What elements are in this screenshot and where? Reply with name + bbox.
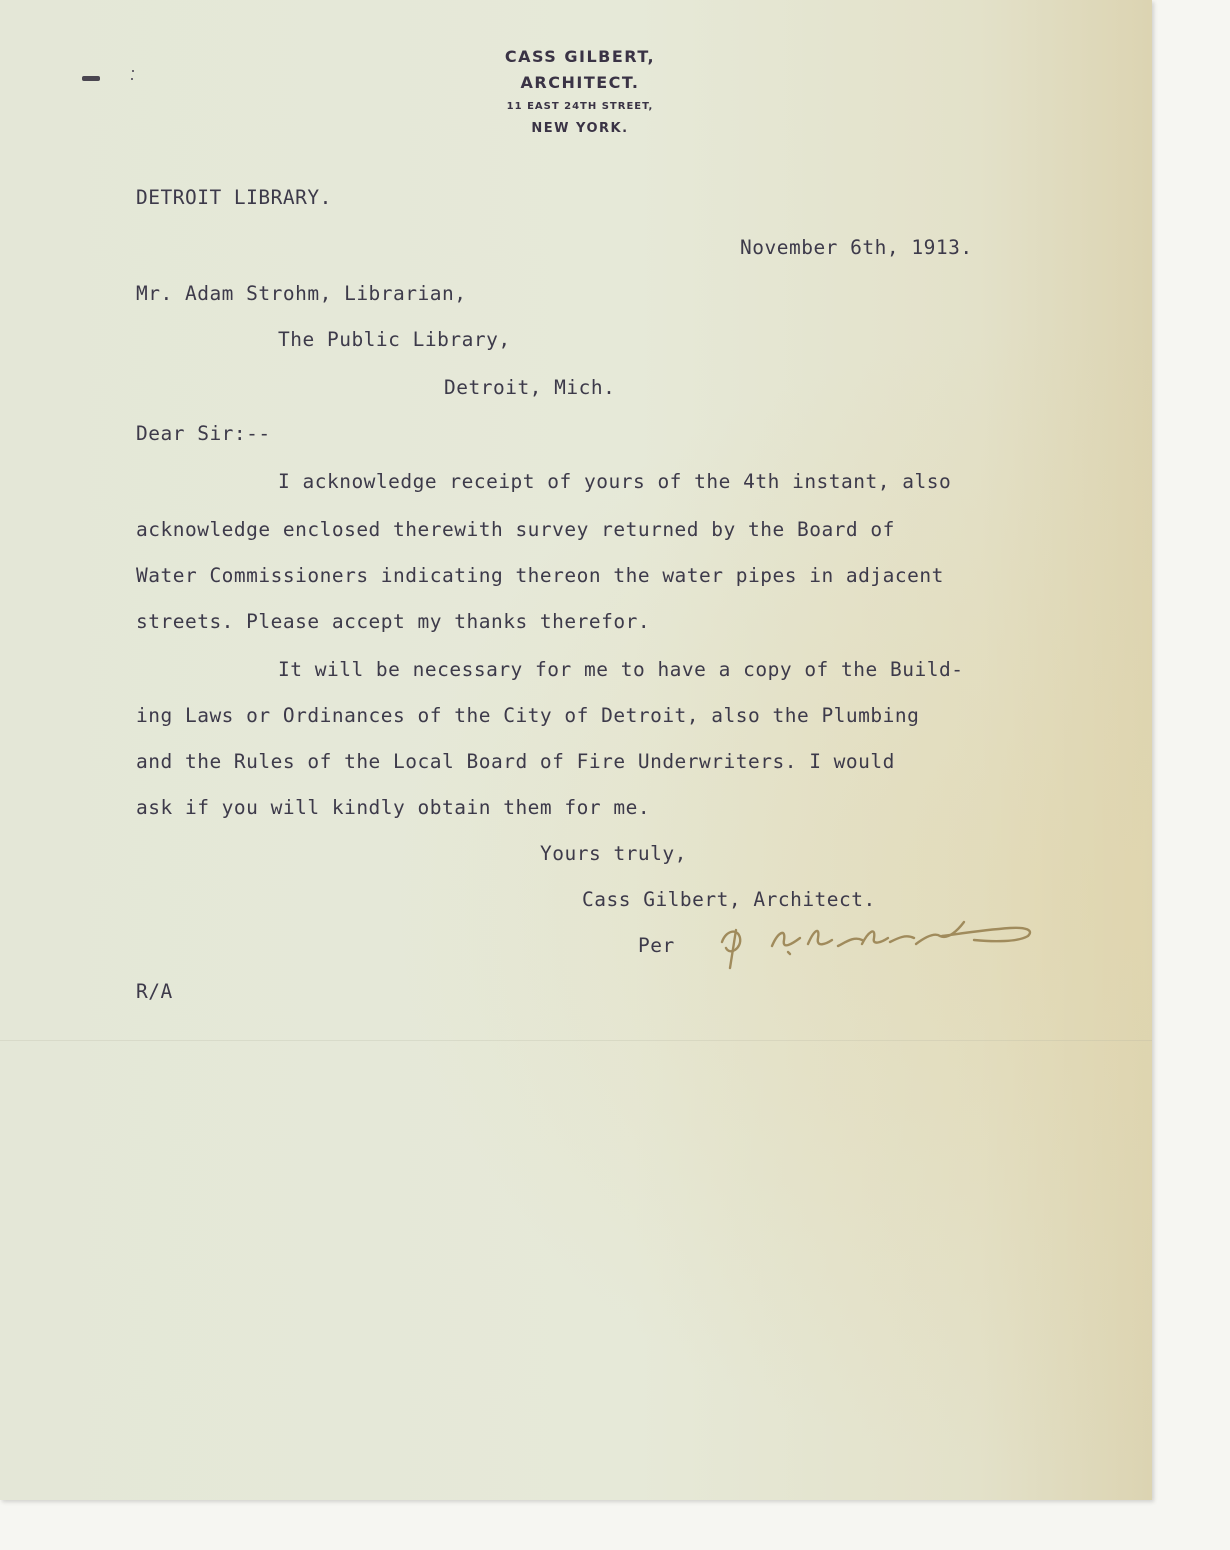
ink-speck-mark bbox=[82, 76, 100, 81]
handwritten-signature bbox=[712, 908, 1042, 972]
signature-name: Cass Gilbert, Architect. bbox=[582, 888, 876, 911]
ink-dot-mark bbox=[132, 70, 134, 72]
body-line: I acknowledge receipt of yours of the 4th instant, also bbox=[278, 470, 952, 493]
body-line: ask if you will kindly obtain them for me. bbox=[136, 796, 651, 819]
letterhead-street: 11 EAST 24TH STREET, bbox=[506, 101, 654, 112]
recipient-line-3: Detroit, Mich. bbox=[444, 376, 616, 399]
letter-date: November 6th, 1913. bbox=[740, 236, 973, 259]
paper-fold-line bbox=[0, 1040, 1152, 1041]
recipient-line-1: Mr. Adam Strohm, Librarian, bbox=[136, 282, 467, 305]
salutation: Dear Sir:-- bbox=[136, 422, 271, 445]
body-line: Water Commissioners indicating thereon the water pipes in adjacent bbox=[136, 564, 944, 587]
per-label: Per bbox=[638, 934, 675, 957]
recipient-line-2: The Public Library, bbox=[278, 328, 511, 351]
letterhead-title: ARCHITECT. bbox=[520, 73, 640, 92]
body-line: streets. Please accept my thanks therefor. bbox=[136, 610, 651, 633]
letterhead bbox=[380, 44, 780, 140]
body-line: ing Laws or Ordinances of the City of Detroit, also the Plumbing bbox=[136, 704, 920, 727]
letterhead-city: NEW YORK. bbox=[531, 121, 629, 136]
ink-dot-mark bbox=[131, 78, 133, 80]
body-line: and the Rules of the Local Board of Fire Underwriters. I would bbox=[136, 750, 895, 773]
body-line: acknowledge enclosed therewith survey returned by the Board of bbox=[136, 518, 895, 541]
body-line: It will be necessary for me to have a copy of the Build- bbox=[278, 658, 964, 681]
letterhead-name: CASS GILBERT, bbox=[504, 47, 656, 66]
closing: Yours truly, bbox=[540, 842, 687, 865]
typist-initials: R/A bbox=[136, 980, 173, 1003]
letter-subject: DETROIT LIBRARY. bbox=[136, 186, 332, 209]
